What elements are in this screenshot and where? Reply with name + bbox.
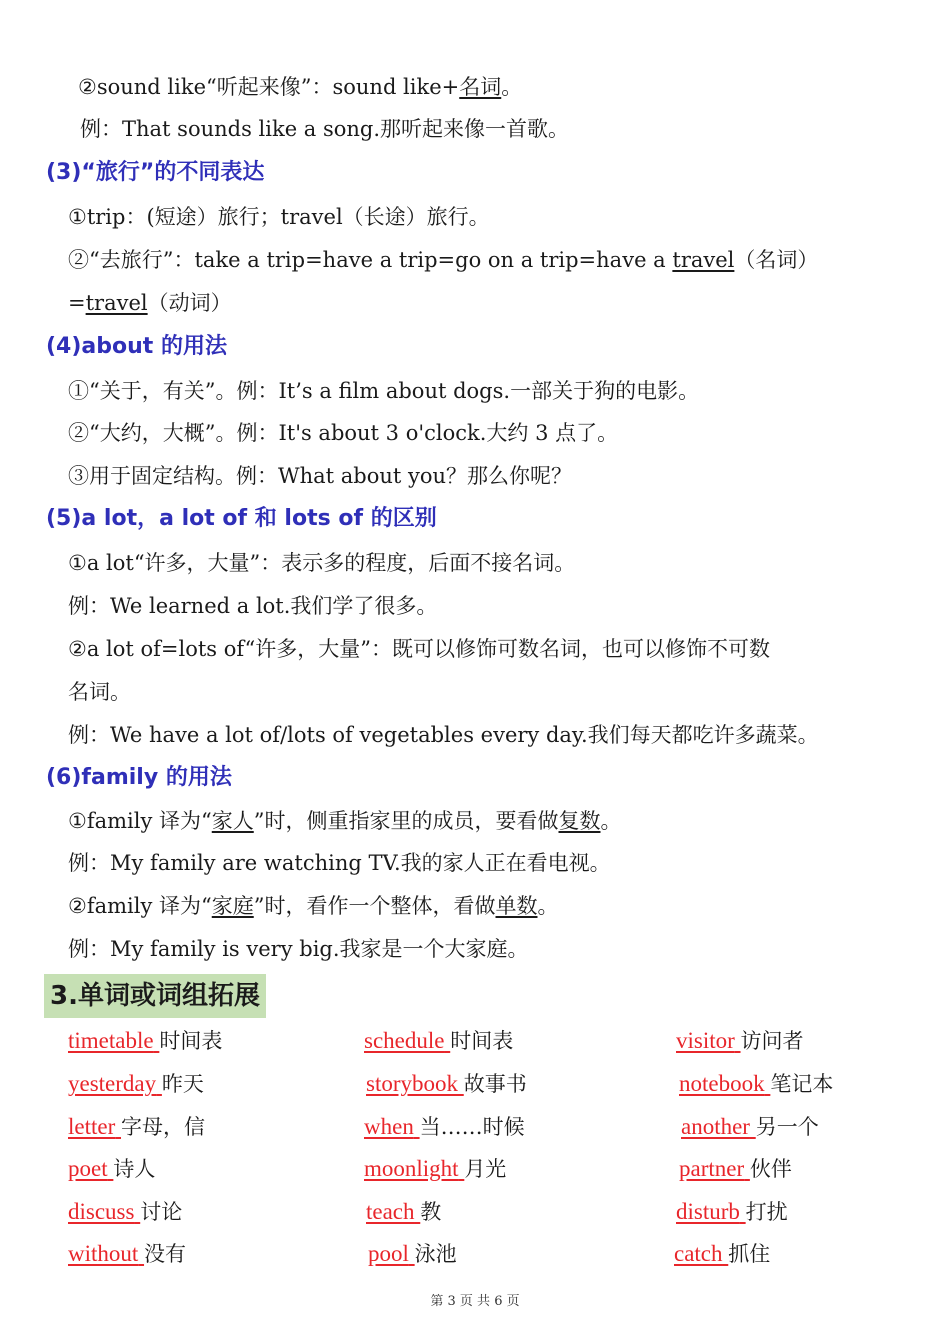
family-line-4: 例：My family is very big.我家是一个大家庭。: [68, 937, 529, 961]
vocab-meaning: 当……时候: [419, 1115, 525, 1139]
vocab-item: [68, 1069, 204, 1099]
vocab-meaning: 故事书: [463, 1072, 527, 1096]
page-footer: 第 3 页 共 6 页: [430, 1294, 520, 1309]
family-line-2: 例：My family are watching TV.我的家人正在看电视。: [68, 851, 611, 875]
heading-travel: (3)“旅行”的不同表达: [46, 160, 265, 185]
sound-like-rule: [78, 72, 522, 102]
vocab-item: [676, 1026, 804, 1056]
family-line-3-text: ②family 译为“: [68, 894, 212, 918]
sound-like-rule-end: 。: [501, 75, 523, 99]
vocab-meaning: 伙伴: [749, 1157, 792, 1181]
vocab-word: poet: [68, 1156, 108, 1181]
a-lot-line-1: ①a lot“许多，大量”：表示多的程度，后面不接名词。: [68, 551, 576, 575]
vocab-item: [679, 1069, 833, 1099]
sound-like-rule-text: ②sound like“听起来像”：sound like+: [78, 75, 460, 99]
vocab-word: notebook: [679, 1071, 765, 1096]
vocab-item: [366, 1069, 527, 1099]
a-lot-line-2: 例：We learned a lot.我们学了很多。: [68, 594, 438, 618]
sound-like-rule-underlined: 名词: [459, 75, 502, 99]
vocab-item: [674, 1239, 770, 1269]
a-lot-line-4: 名词。: [68, 680, 131, 704]
heading-a-lot: (5)a lot，a lot of 和 lots of 的区别: [46, 506, 437, 531]
family-plural-underlined: 复数: [558, 809, 601, 833]
a-lot-line-5: 例：We have a lot of/lots of vegetables every day.我们每天都吃许多蔬菜。: [68, 723, 819, 747]
vocab-item: [368, 1239, 457, 1269]
family-line-1: [68, 806, 622, 836]
about-line-2: ②“大约，大概”。例：It's about 3 o'clock.大约 3 点了。: [68, 421, 619, 445]
vocab-word: another: [681, 1114, 750, 1139]
heading-family: (6)family 的用法: [46, 765, 232, 790]
vocab-item: [68, 1026, 222, 1056]
vocab-meaning: 没有: [144, 1242, 187, 1266]
vocab-meaning: 月光: [464, 1157, 507, 1181]
section-3-title: 3.单词或词组拓展: [44, 974, 266, 1018]
travel-line-2: [68, 245, 818, 275]
vocab-item: [679, 1154, 792, 1184]
vocab-item: [68, 1197, 182, 1227]
vocab-item: [68, 1112, 205, 1142]
vocab-meaning: 讨论: [140, 1200, 183, 1224]
vocab-meaning: 另一个: [755, 1115, 819, 1139]
vocab-meaning: 时间表: [159, 1029, 223, 1053]
family-members-underlined: 家人: [211, 809, 254, 833]
family-line-1-text: ①family 译为“: [68, 809, 212, 833]
vocab-meaning: 时间表: [450, 1029, 514, 1053]
vocab-item: [68, 1154, 155, 1184]
vocab-word: discuss: [68, 1199, 135, 1224]
travel-noun-underlined: travel: [672, 248, 735, 272]
vocab-item: [364, 1154, 506, 1184]
vocab-word: disturb: [676, 1199, 740, 1224]
travel-line-3-text: =: [68, 291, 86, 315]
vocab-word: when: [364, 1114, 414, 1139]
family-line-3-mid: ”时，看作一个整体，看做: [253, 894, 496, 918]
family-line-1-mid: ”时，侧重指家里的成员，要看做: [253, 809, 559, 833]
vocab-word: catch: [674, 1241, 723, 1266]
vocab-item: [676, 1197, 788, 1227]
heading-about: (4)about 的用法: [46, 334, 227, 359]
vocab-word: storybook: [366, 1071, 458, 1096]
travel-line-3-end: （动词）: [147, 291, 232, 315]
vocab-meaning: 泳池: [414, 1242, 457, 1266]
vocab-meaning: 字母，信: [121, 1115, 205, 1139]
vocab-item: [364, 1112, 525, 1142]
vocab-word: timetable: [68, 1028, 154, 1053]
family-household-underlined: 家庭: [211, 894, 254, 918]
vocab-item: [68, 1239, 186, 1269]
family-singular-underlined: 单数: [495, 894, 538, 918]
travel-line-1: ①trip：(短途）旅行；travel（长途）旅行。: [68, 205, 490, 229]
about-line-3: ③用于固定结构。例：What about you？那么你呢？: [68, 464, 573, 488]
vocab-word: yesterday: [68, 1071, 157, 1096]
vocab-word: visitor: [676, 1028, 735, 1053]
travel-line-2-end: （名词）: [734, 248, 819, 272]
vocab-word: letter: [68, 1114, 116, 1139]
vocab-meaning: 教: [420, 1200, 442, 1224]
vocab-meaning: 笔记本: [770, 1072, 834, 1096]
vocab-meaning: 抓住: [728, 1242, 771, 1266]
vocab-word: teach: [366, 1199, 415, 1224]
travel-line-2-text: ②“去旅行”：take a trip=have a trip=go on a trip=have a: [68, 248, 673, 272]
family-line-3: [68, 891, 559, 921]
a-lot-line-3: ②a lot of=lots of“许多，大量”：既可以修饰可数名词，也可以修饰不可数: [68, 637, 771, 661]
vocab-item: [364, 1026, 513, 1056]
about-line-1: ①“关于，有关”。例：It’s a film about dogs.一部关于狗的电影。: [68, 379, 700, 403]
family-line-1-end: 。: [600, 809, 622, 833]
vocab-meaning: 诗人: [113, 1157, 156, 1181]
sound-like-example: 例：That sounds like a song.那听起来像一首歌。: [80, 117, 570, 141]
vocab-item: [681, 1112, 819, 1142]
vocab-word: without: [68, 1241, 139, 1266]
vocab-word: pool: [368, 1241, 409, 1266]
travel-line-3: [68, 288, 232, 318]
vocab-meaning: 访问者: [740, 1029, 804, 1053]
vocab-word: moonlight: [364, 1156, 459, 1181]
travel-verb-underlined: travel: [85, 291, 148, 315]
vocab-meaning: 昨天: [161, 1072, 204, 1096]
family-line-3-end: 。: [537, 894, 559, 918]
vocab-word: schedule: [364, 1028, 445, 1053]
vocab-meaning: 打扰: [745, 1200, 788, 1224]
vocab-word: partner: [679, 1156, 745, 1181]
vocab-item: [366, 1197, 441, 1227]
